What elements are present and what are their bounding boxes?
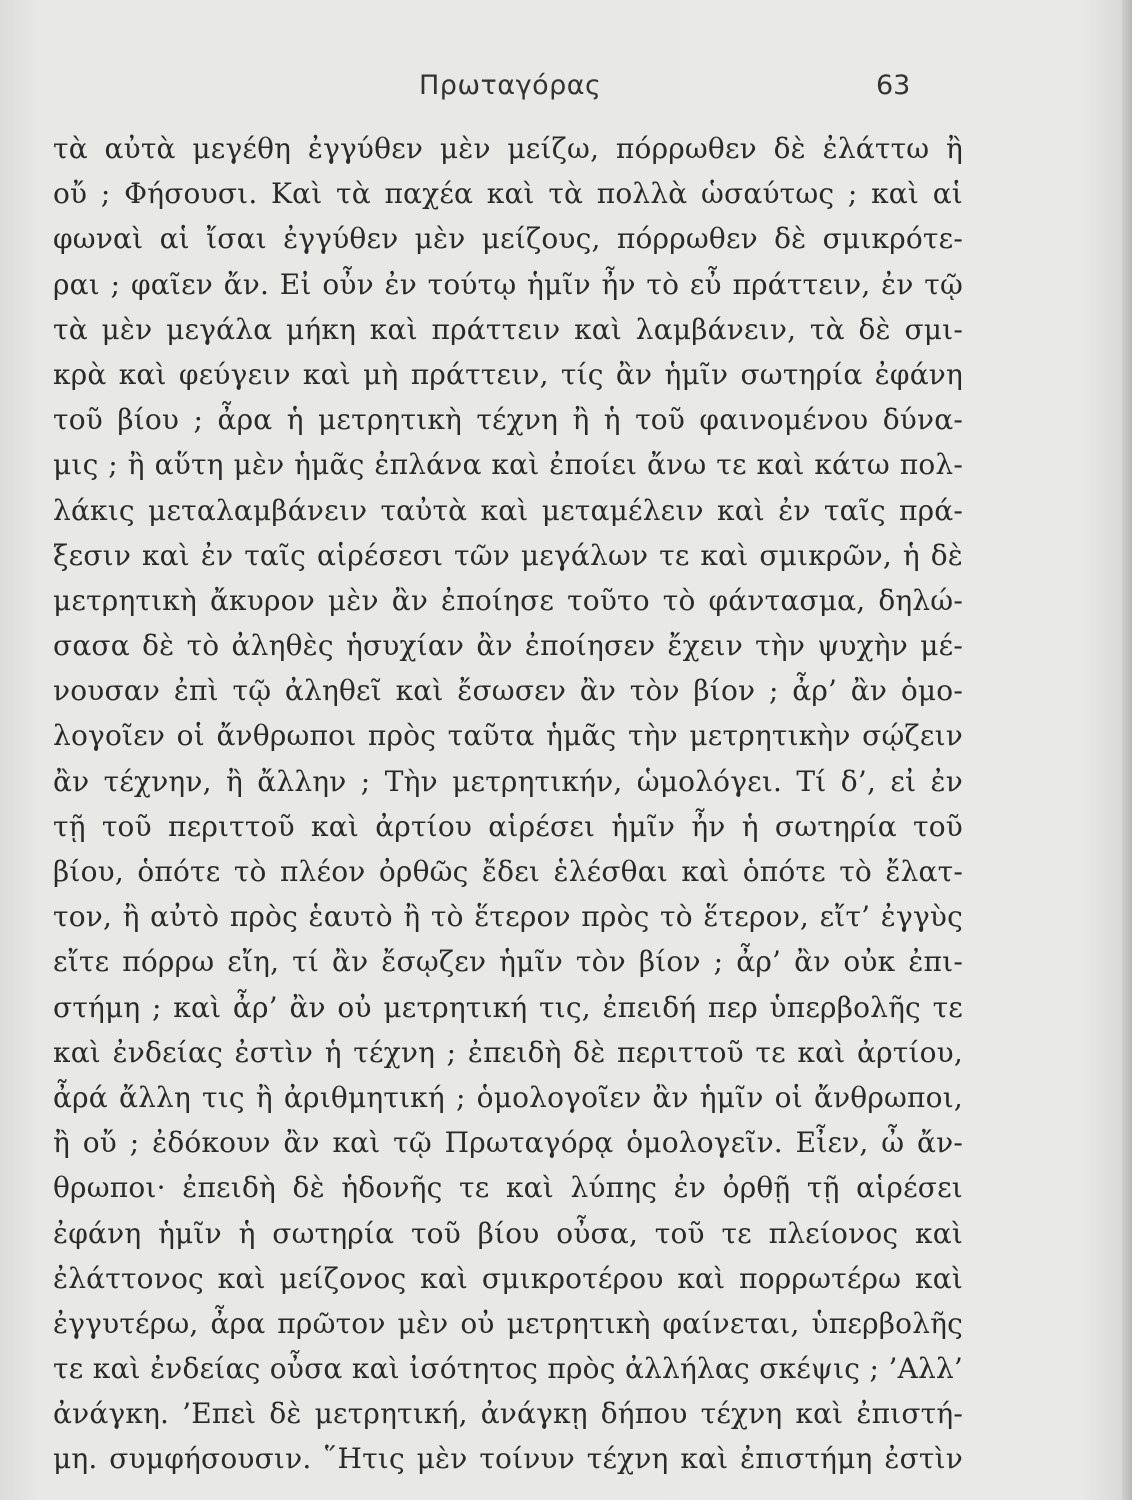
- text-line-4: ραι ; φαῖεν ἄν. Εἰ οὖν ἐν τούτῳ ἡμῖν ἦν τὸ εὖ πράττειν, ἐν τῷ: [53, 267, 963, 301]
- running-title: Πρωταγόρας: [419, 70, 602, 101]
- text-line-24: θρωποι· ἐπειδὴ δὲ ἡδονῆς τε καὶ λύπης ἐν ὀρθῇ τῇ αἱρέσει: [53, 1171, 963, 1205]
- text-line-11: μετρητικὴ ἄκυρον μὲν ἂν ἐποίησε τοῦτο τὸ φάντασμα, δηλώ-: [53, 583, 963, 617]
- text-line-27: ἐγγυτέρω, ἆρα πρῶτον μὲν οὐ μετρητικὴ φαίνεται, ὑπερβολῆς: [53, 1306, 963, 1340]
- running-head: [0, 70, 1132, 106]
- text-line-26: ἐλάττονος καὶ μείζονος καὶ σμικροτέρου καὶ πορρωτέρω καὶ: [53, 1261, 963, 1295]
- body-text: [53, 126, 963, 1482]
- text-line-29: ἀνάγκη. ’Επεὶ δὲ μετρητική, ἀνάγκῃ δήπου τέχνη καὶ ἐπιστή-: [53, 1397, 963, 1431]
- text-line-16: τῇ τοῦ περιττοῦ καὶ ἀρτίου αἱρέσει ἡμῖν ἦν ἡ σωτηρία τοῦ: [53, 809, 963, 843]
- text-line-21: καὶ ἐνδείας ἐστὶν ἡ τέχνη ; ἐπειδὴ δὲ περιττοῦ τε καὶ ἀρτίου,: [53, 1035, 963, 1069]
- text-line-17: βίου, ὁπότε τὸ πλέον ὀρθῶς ἔδει ἑλέσθαι καὶ ὁπότε τὸ ἔλατ-: [53, 855, 963, 888]
- text-line-22: ἆρά ἄλλη τις ἢ ἀριθμητική ; ὁμολογοῖεν ἂν ἡμῖν οἱ ἄνθρωποι,: [53, 1080, 963, 1114]
- text-line-13: νουσαν ἐπὶ τῷ ἀληθεῖ καὶ ἔσωσεν ἂν τὸν βίον ; ἆρ’ ἂν ὁμο-: [53, 674, 963, 708]
- text-line-1: τὰ αὐτὰ μεγέθη ἐγγύθεν μὲν μείζω, πόρρωθεν δὲ ἐλάττω ἢ: [53, 132, 963, 165]
- text-line-20: στήμη ; καὶ ἆρ’ ἂν οὐ μετρητική τις, ἐπειδή περ ὑπερβολῆς τε: [53, 990, 963, 1024]
- text-line-3: φωναὶ αἱ ἴσαι ἐγγύθεν μὲν μείζους, πόρρωθεν δὲ σμικρότε-: [53, 222, 963, 256]
- text-line-23: ἢ οὔ ; ἐδόκουν ἂν καὶ τῷ Πρωταγόρᾳ ὁμολογεῖν. Εἶεν, ὦ ἄν-: [53, 1126, 963, 1160]
- text-line-7: τοῦ βίου ; ἆρα ἡ μετρητικὴ τέχνη ἢ ἡ τοῦ φαινομένου δύνα-: [53, 403, 963, 437]
- text-line-2: οὔ ; Φήσουσι. Καὶ τὰ παχέα καὶ τὰ πολλὰ ὡσαύτως ; καὶ αἱ: [53, 177, 963, 211]
- text-line-10: ξεσιν καὶ ἐν ταῖς αἱρέσεσι τῶν μεγάλων τε καὶ σμικρῶν, ἡ δὲ: [53, 538, 963, 572]
- text-line-12: σασα δὲ τὸ ἀληθὲς ἡσυχίαν ἂν ἐποίησεν ἔχειν τὴν ψυχὴν μέ-: [53, 629, 963, 663]
- text-line-6: κρὰ καὶ φεύγειν καὶ μὴ πράττειν, τίς ἂν ἡμῖν σωτηρία ἐφάνη: [53, 357, 963, 391]
- text-line-14: λογοῖεν οἱ ἄνθρωποι πρὸς ταῦτα ἡμᾶς τὴν μετρητικὴν σῴζειν: [53, 719, 963, 753]
- page-number: 63: [876, 70, 911, 101]
- text-line-9: λάκις μεταλαμβάνειν ταὐτὰ καὶ μεταμέλειν καὶ ἐν ταῖς πρά-: [53, 493, 963, 527]
- text-line-15: ἂν τέχνην, ἢ ἄλλην ; Τὴν μετρητικήν, ὡμολόγει. Τί δ’, εἰ ἐν: [53, 764, 963, 798]
- text-line-28: τε καὶ ἐνδείας οὖσα καὶ ἰσότητος πρὸς ἀλλήλας σκέψις ; ’Αλλ’: [53, 1352, 963, 1386]
- text-line-8: μις ; ἢ αὕτη μὲν ἡμᾶς ἐπλάνα καὶ ἐποίει ἄνω τε καὶ κάτω πολ-: [53, 448, 963, 482]
- text-line-5: τὰ μὲν μεγάλα μήκη καὶ πράττειν καὶ λαμβάνειν, τὰ δὲ σμι-: [53, 312, 963, 346]
- text-line-18: τον, ἢ αὐτὸ πρὸς ἑαυτὸ ἢ τὸ ἕτερον πρὸς τὸ ἕτερον, εἴτ’ ἐγγὺς: [53, 900, 963, 934]
- text-line-30: μη. συμφήσουσιν. ῞Ητις μὲν τοίνυν τέχνη καὶ ἐπιστήμη ἐστὶν: [53, 1442, 963, 1476]
- text-line-19: εἴτε πόρρω εἴη, τί ἂν ἔσῳζεν ἡμῖν τὸν βίον ; ἆρ’ ἂν οὐκ ἐπι-: [53, 945, 963, 979]
- text-line-25: ἐφάνη ἡμῖν ἡ σωτηρία τοῦ βίου οὖσα, τοῦ τε πλείονος καὶ: [53, 1216, 963, 1250]
- page-edge-shadow: [1122, 0, 1132, 1500]
